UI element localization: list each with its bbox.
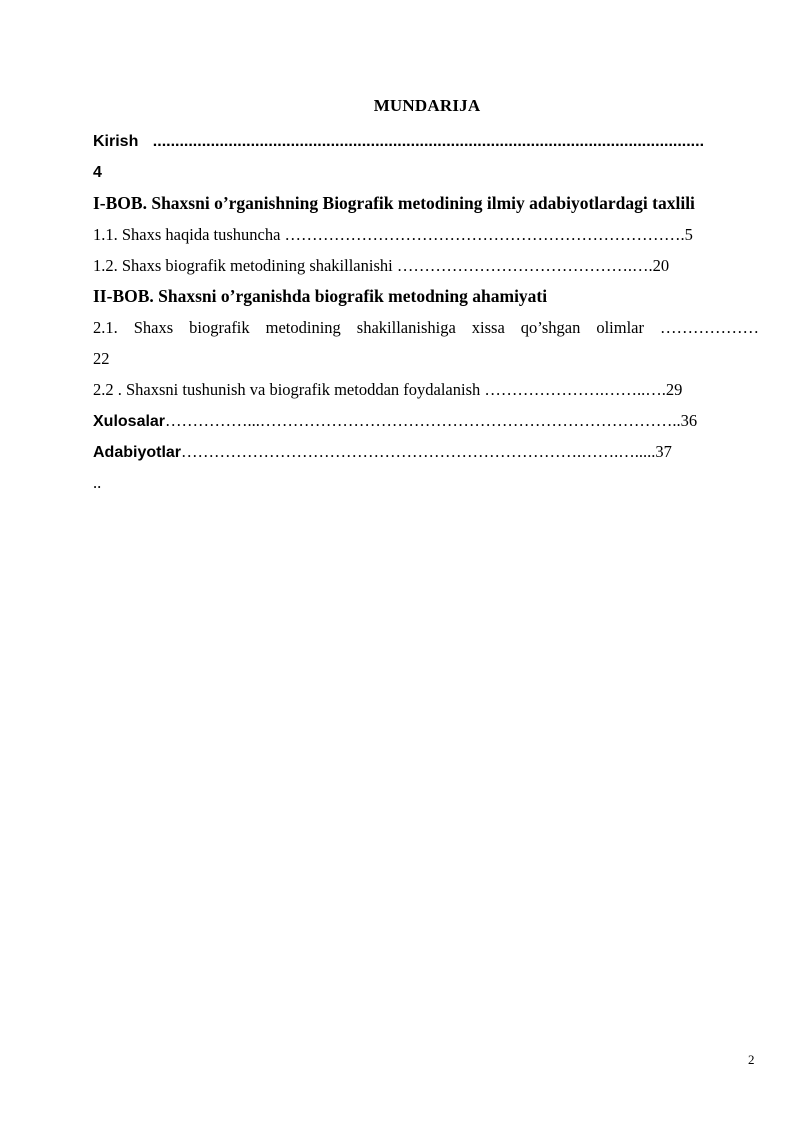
toc-kirish-dots: ............................................................................................................................ — [152, 133, 705, 150]
toc-kirish-label: Kirish — [93, 133, 139, 150]
toc-chapter-2-heading — [93, 281, 759, 312]
toc-xulosalar-label: Xulosalar — [93, 413, 166, 430]
toc-chapter-1-text: I-BOB. Shaxsni o’rganishning Biografik metodining ilmiy adabiyotlardagi taxlili — [93, 193, 695, 213]
page-title: MUNDARIJA — [373, 96, 481, 115]
toc-section-2-1-text: 2.1. Shaxs biografik metodining shakillanishiga xissa qo’shgan olimlar ……………… — [93, 318, 759, 337]
toc-section-1-2 — [93, 250, 759, 281]
toc-section-1-1-text: 1.1. Shaxs haqida tushuncha ……………………………………………………………….5 — [93, 225, 693, 244]
toc-section-1-2-text: 1.2. Shaxs biografik metodining shakillanishi …………………………………….….20 — [93, 256, 670, 275]
toc-adabiyotlar-label: Adabiyotlar — [93, 444, 182, 461]
toc-section-2-1-page: 22 — [93, 349, 110, 368]
toc-trailing-text: .. — [93, 473, 102, 492]
toc-entry-adabiyotlar — [93, 436, 759, 467]
toc-adabiyotlar-rest: ……………………………………………………………….…….….....37 — [181, 442, 672, 461]
toc-kirish-page: 4 — [93, 164, 102, 181]
toc-section-2-1-page-line — [93, 343, 759, 374]
page-number: 2 — [748, 1052, 755, 1067]
toc-section-2-2 — [93, 374, 759, 405]
toc-entry-xulosalar — [93, 405, 759, 436]
toc-chapter-1-heading — [93, 188, 759, 219]
toc-entry-kirish — [93, 126, 759, 157]
toc-section-1-1 — [93, 219, 759, 250]
toc-section-2-1 — [93, 312, 759, 343]
toc-xulosalar-rest: ……………...…………………………………………………………………..36 — [165, 411, 698, 430]
toc-entry-kirish-page — [93, 157, 759, 188]
toc-chapter-2-text: II-BOB. Shaxsni o’rganishda biografik metodning ahamiyati — [93, 286, 548, 306]
toc-section-2-2-text: 2.2 . Shaxsni tushunish va biografik metoddan foydalanish ………………….……..….29 — [93, 380, 683, 399]
table-of-contents — [93, 126, 759, 498]
toc-trailing-dots — [93, 467, 759, 498]
